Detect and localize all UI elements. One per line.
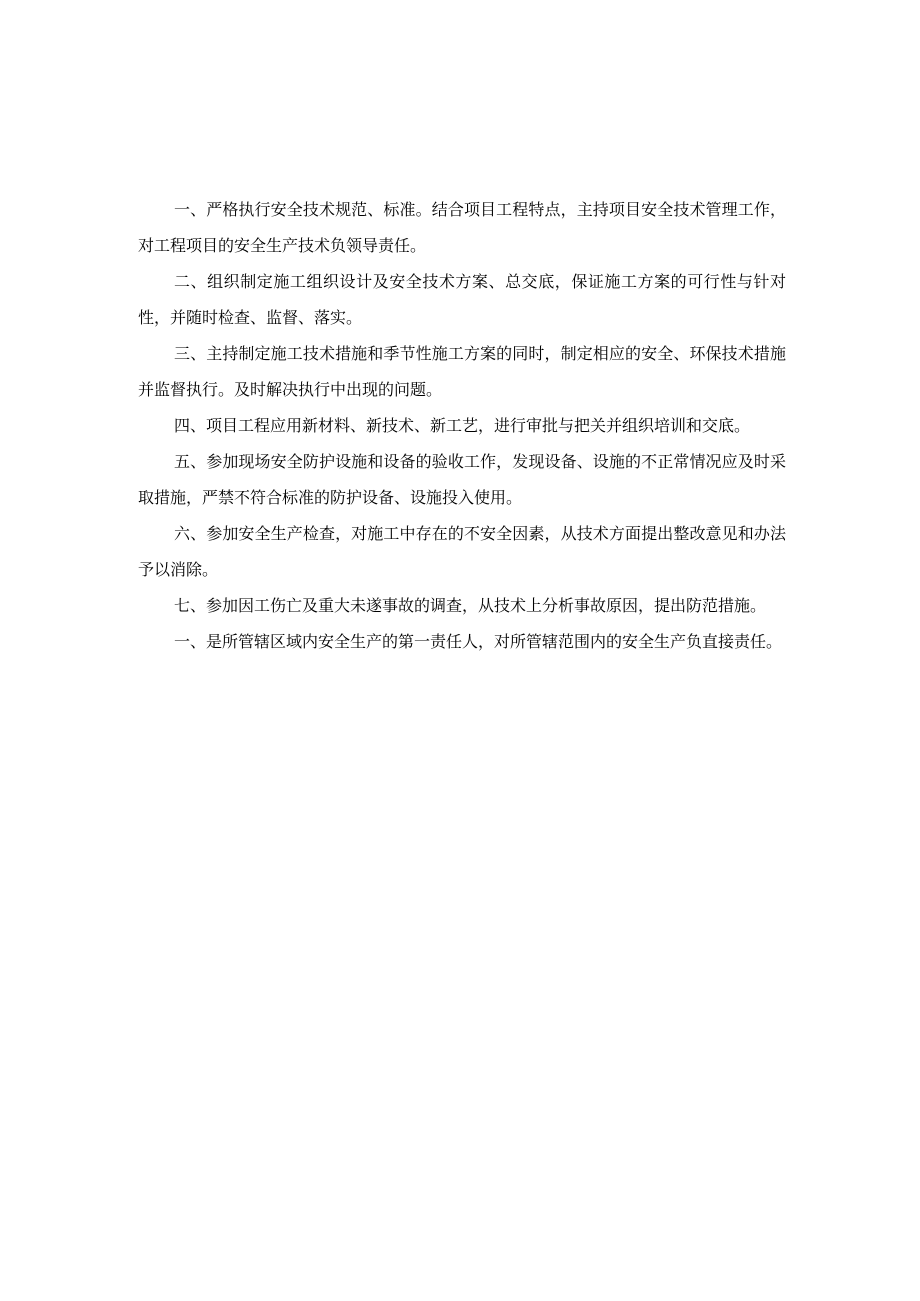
paragraph-4: 四、项目工程应用新材料、新技术、新工艺，进行审批与把关并组织培训和交底。 [174,416,751,435]
paragraph-7: 七、参加因工伤亡及重大未遂事故的调查，从技术上分析事故原因，提出防范措施。 [174,596,767,615]
paragraph-2: 二、组织制定施工组织设计及安全技术方案、总交底，保证施工方案的可行性与针对性，并随时检查、监督、落实。 [138,272,786,327]
paragraph-8: 一、是所管辖区域内安全生产的第一责任人，对所管辖范围内的安全生产负直接责任。 [174,632,783,651]
paragraph-5: 五、参加现场安全防护设施和设备的验收工作，发现设备、设施的不正常情况应及时采取措施，严禁不符合标准的防护设备、设施投入使用。 [138,452,786,507]
paragraph-1: 一、严格执行安全技术规范、标准。结合项目工程特点，主持项目安全技术管理工作，对工程项目的安全生产技术负领导责任。 [138,200,786,255]
paragraph-3: 三、主持制定施工技术措施和季节性施工方案的同时，制定相应的安全、环保技术措施并监督执行。及时解决执行中出现的问题。 [138,344,786,399]
document-body [138,192,786,660]
paragraph-6: 六、参加安全生产检查，对施工中存在的不安全因素，从技术方面提出整改意见和办法予以消除。 [138,524,786,579]
